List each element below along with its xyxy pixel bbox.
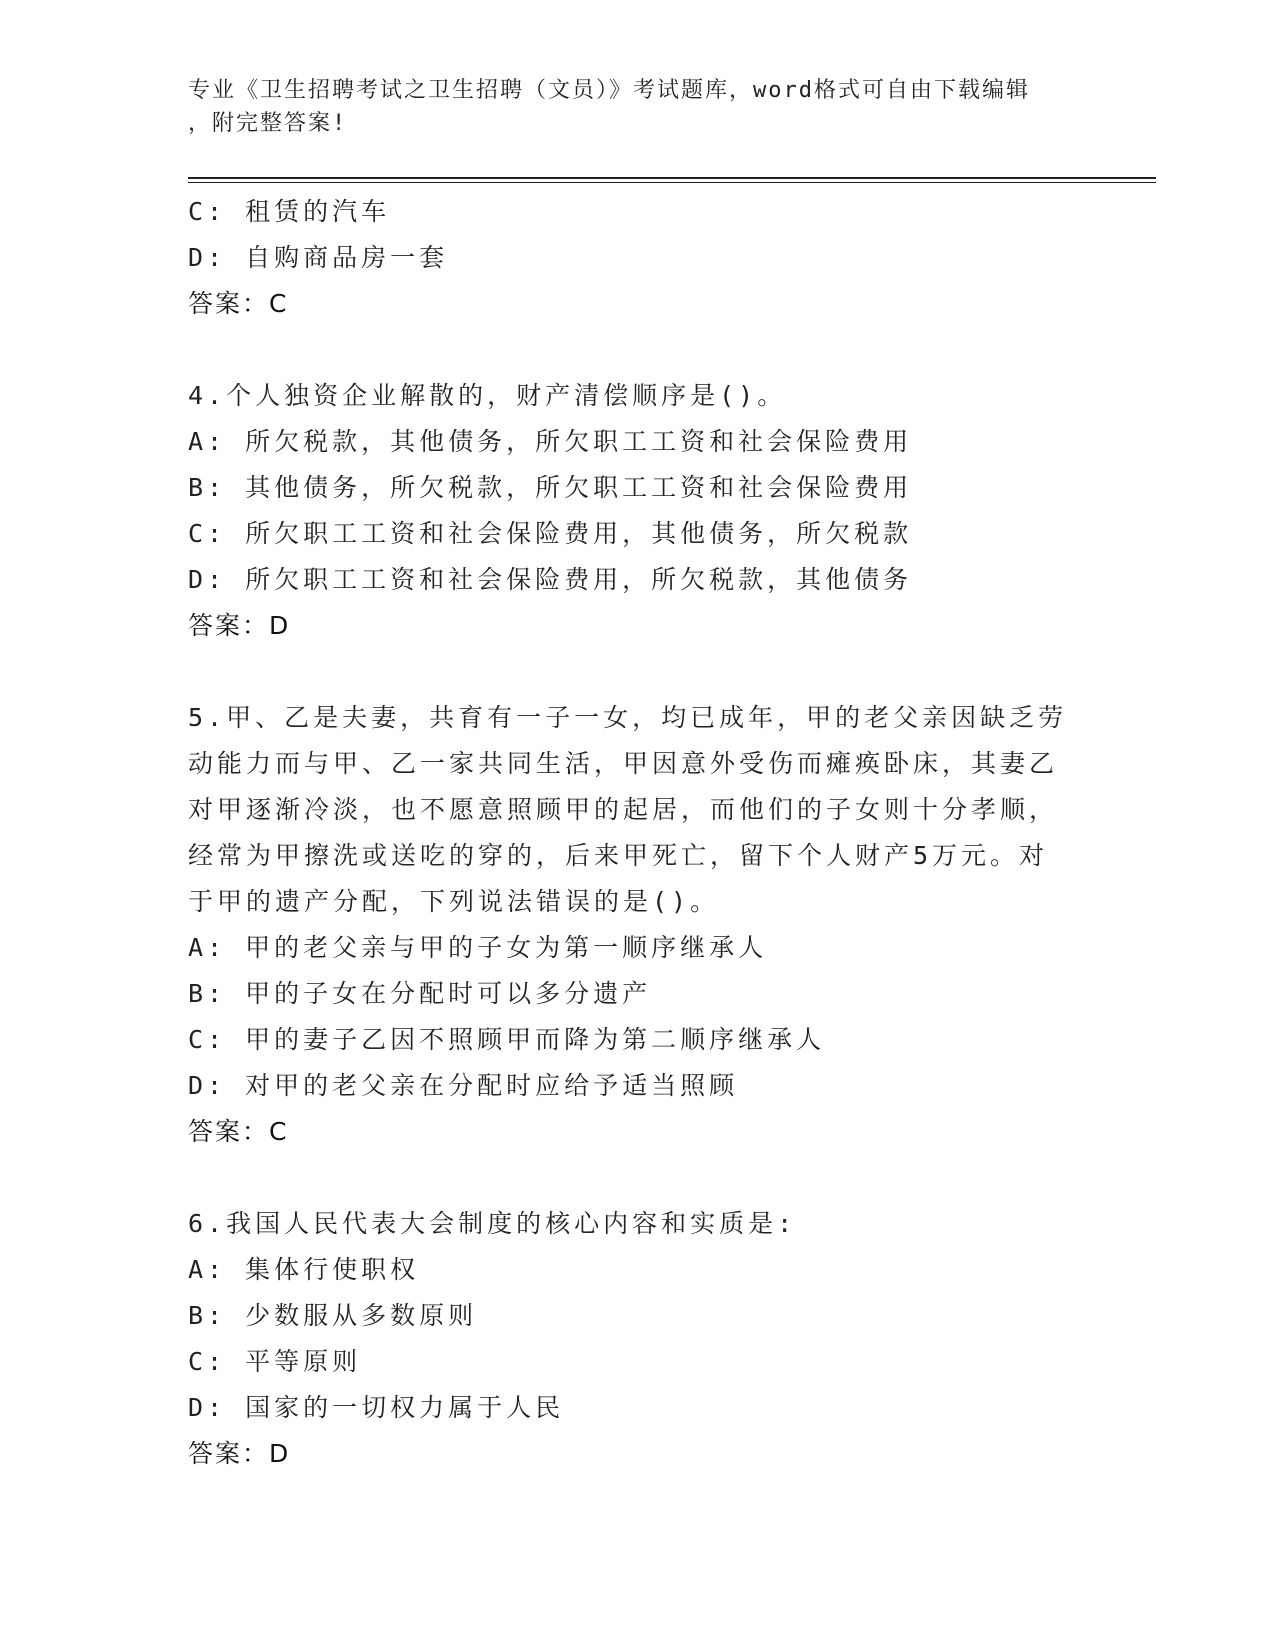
option-c: C: 甲的妻子乙因不照顾甲而降为第二顺序继承人 [188, 1025, 826, 1054]
option-a: A: 甲的老父亲与甲的子女为第一顺序继承人 [188, 933, 768, 962]
answer: 答案：D [188, 611, 291, 640]
answer: 答案：D [188, 1439, 291, 1468]
question-3 [188, 189, 1088, 327]
document-header [188, 74, 1068, 140]
option-b: B: 甲的子女在分配时可以多分遗产 [188, 979, 652, 1008]
option-c: C: 租赁的汽车 [188, 197, 391, 226]
option-a: A: 所欠税款，其他债务，所欠职工工资和社会保险费用 [188, 427, 913, 456]
option-d: D: 所欠职工工资和社会保险费用，所欠税款，其他债务 [188, 565, 913, 594]
question-4 [188, 373, 1088, 649]
answer: 答案：C [188, 1117, 289, 1146]
question-stem-line: 5.甲、乙是夫妻，共育有一子一女，均已成年，甲的老父亲因缺乏劳 [188, 703, 1068, 732]
header-line-2: ，附完整答案! [188, 111, 348, 136]
question-6 [188, 1201, 1088, 1477]
option-c: C: 平等原则 [188, 1347, 362, 1376]
question-stem-line: 于甲的遗产分配，下列说法错误的是()。 [188, 887, 720, 916]
question-stem: 4.个人独资企业解散的，财产清偿顺序是()。 [188, 381, 787, 410]
question-stem: 6.我国人民代表大会制度的核心内容和实质是: [188, 1209, 797, 1238]
answer: 答案：C [188, 289, 289, 318]
question-5 [188, 695, 1088, 1155]
question-list [188, 189, 1088, 1477]
option-b: B: 少数服从多数原则 [188, 1301, 478, 1330]
option-d: D: 自购商品房一套 [188, 243, 449, 272]
header-divider-thick [188, 177, 1156, 179]
spacer [188, 649, 1088, 695]
question-stem-line: 经常为甲擦洗或送吃的穿的，后来甲死亡，留下个人财产5万元。对 [188, 841, 1049, 870]
option-b: B: 其他债务，所欠税款，所欠职工工资和社会保险费用 [188, 473, 913, 502]
option-d: D: 对甲的老父亲在分配时应给予适当照顾 [188, 1071, 739, 1100]
header-line-1: 专业《卫生招聘考试之卫生招聘（文员）》考试题库，word格式可自由下载编辑 [188, 78, 1030, 103]
spacer [188, 1155, 1088, 1201]
header-divider-thin [188, 182, 1156, 183]
question-stem-line: 对甲逐渐冷淡，也不愿意照顾甲的起居，而他们的子女则十分孝顺， [188, 795, 1059, 824]
question-stem-line: 动能力而与甲、乙一家共同生活，甲因意外受伤而瘫痪卧床，其妻乙 [188, 749, 1059, 778]
spacer [188, 327, 1088, 373]
option-a: A: 集体行使职权 [188, 1255, 420, 1284]
option-d: D: 国家的一切权力属于人民 [188, 1393, 565, 1422]
option-c: C: 所欠职工工资和社会保险费用，其他债务，所欠税款 [188, 519, 913, 548]
